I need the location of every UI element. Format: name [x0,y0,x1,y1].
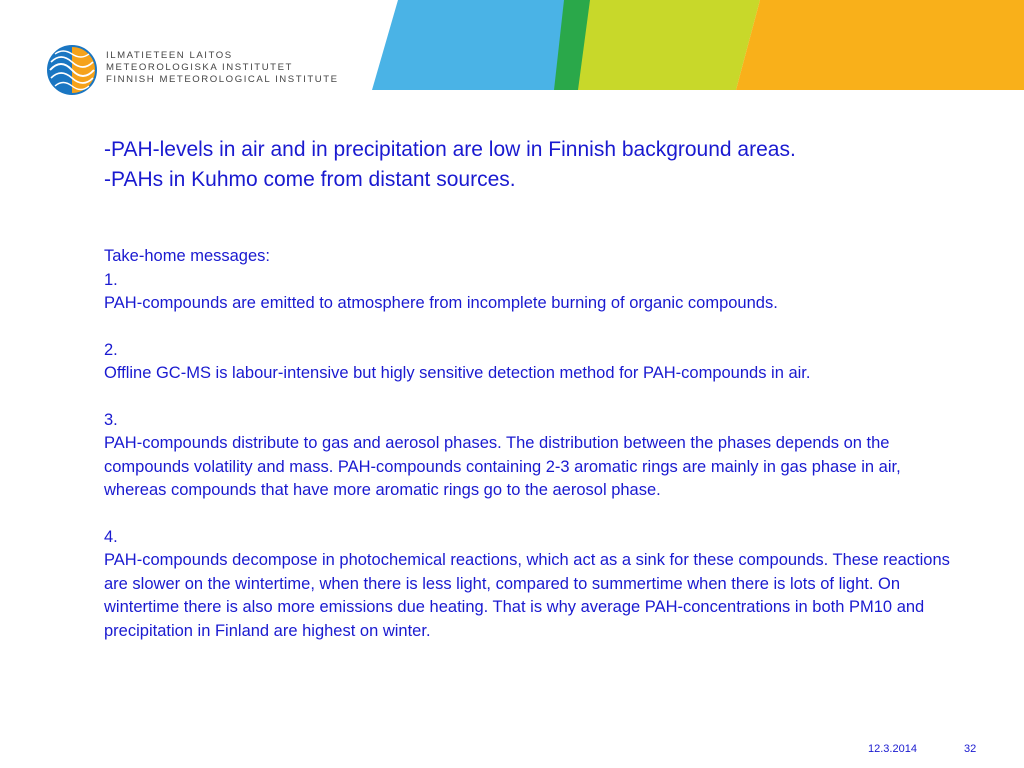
message-number: 4. [104,527,118,546]
banner-lime-band [578,0,760,90]
message-text: PAH-compounds are emitted to atmosphere from incomplete burning of organic compounds. [104,294,778,312]
takehome-message-3 [104,409,964,503]
takehome-message-1 [104,269,964,316]
message-number: 3. [104,410,118,429]
footer-date: 12.3.2014 [868,743,917,755]
slide-content [104,135,964,643]
fmi-logo-icon [46,44,98,96]
takehome-message-4 [104,526,964,644]
org-name-swedish: METEOROLOGISKA INSTITUTET [106,62,293,73]
organization-name [106,50,366,86]
takehome-message-2 [104,339,964,386]
org-name-english: FINNISH METEOROLOGICAL INSTITUTE [106,74,339,85]
message-number: 1. [104,270,118,289]
headline-line-1: -PAH-levels in air and in precipitation are low in Finnish background areas. [104,138,796,161]
message-text: Offline GC-MS is labour-intensive but higly sensitive detection method for PAH-compounds in air. [104,364,811,382]
headline-line-2: -PAHs in Kuhmo come from distant sources. [104,168,516,191]
takehome-title: Take-home messages: [104,247,270,265]
message-text: PAH-compounds distribute to gas and aerosol phases. The distribution between the phases depends on the compounds volatility and mass. PAH-compounds containing 2-3 aromatic rings are mainly in gas phase in air, whereas compounds that have more aromatic rings go to the aerosol phase. [104,434,901,499]
org-name-finnish: ILMATIETEEN LAITOS [106,50,233,61]
message-number: 2. [104,340,118,359]
slide-page-number: 32 [964,743,977,755]
takehome-section [104,245,964,643]
banner-yellow-band [736,0,1024,90]
message-text: PAH-compounds decompose in photochemical reactions, which act as a sink for these compounds. These reactions are slower on the wintertime, when there is less light, compared to summertime when there is lots of light. On wintertime there is also more emissions due heating. That is why average PAH-concentrations in both PM10 and precipitation in Finland are highest on winter. [104,551,950,640]
